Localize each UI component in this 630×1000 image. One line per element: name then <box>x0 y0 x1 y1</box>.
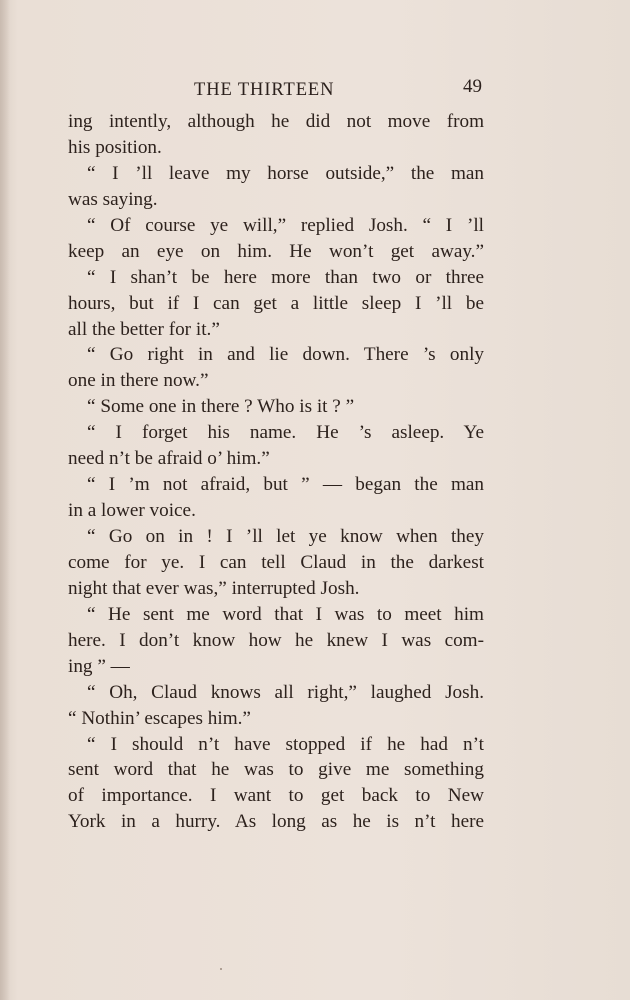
text-line: come for ye. I can tell Claud in the darkest <box>68 551 484 573</box>
text-line: ing intently, although he did not move from <box>68 111 484 132</box>
text-line: York in a hurry. As long as he is n’t here <box>68 811 484 833</box>
text-line: “ Nothin’ escapes him.” <box>68 707 251 729</box>
text-line: ing ” — <box>68 655 130 677</box>
text-line: here. I don’t know how he knew I was com- <box>68 629 484 651</box>
text-line: one in there now.” <box>68 370 209 392</box>
text-line: “ Oh, Claud knows all right,” laughed Josh. <box>87 681 484 703</box>
text-line: “ Go on in ! I ’ll let ye know when they <box>87 526 484 547</box>
text-line: in a lower voice. <box>68 500 196 522</box>
text-line: sent word that he was to give me something <box>68 759 484 781</box>
text-line: his position. <box>68 136 162 158</box>
text-line: “ I shan’t be here more than two or three <box>87 266 484 288</box>
text-line: “ I should n’t have stopped if he had n’t <box>87 733 484 755</box>
text-line: night that ever was,” interrupted Josh. <box>68 577 360 599</box>
page-number: 49 <box>463 76 482 97</box>
text-line: hours, but if I can get a little sleep I ’ll be <box>68 292 484 314</box>
text-line: “ Of course ye will,” replied Josh. “ I ’ll <box>87 214 484 236</box>
text-line: keep an eye on him. He won’t get away.” <box>68 240 484 262</box>
running-head <box>68 76 484 102</box>
text-line: “ I ’ll leave my horse outside,” the man <box>87 162 484 184</box>
spine-shadow <box>0 0 10 1000</box>
text-line: was saying. <box>68 188 158 210</box>
body-text <box>68 109 484 835</box>
running-head-title: THE THIRTEEN <box>194 80 335 100</box>
text-line: “ Some one in there ? Who is it ? ” <box>87 396 355 418</box>
paper-speck <box>220 968 222 970</box>
text-line: “ He sent me word that I was to meet him <box>87 603 484 625</box>
text-line: “ I ’m not afraid, but ” — began the man <box>87 474 484 496</box>
text-line: need n’t be afraid o’ him.” <box>68 448 270 470</box>
text-line: “ Go right in and lie down. There ’s only <box>87 344 484 366</box>
text-line: “ I forget his name. He ’s asleep. Ye <box>87 422 484 444</box>
text-line: all the better for it.” <box>68 318 220 340</box>
text-line: of importance. I want to get back to New <box>68 785 484 807</box>
